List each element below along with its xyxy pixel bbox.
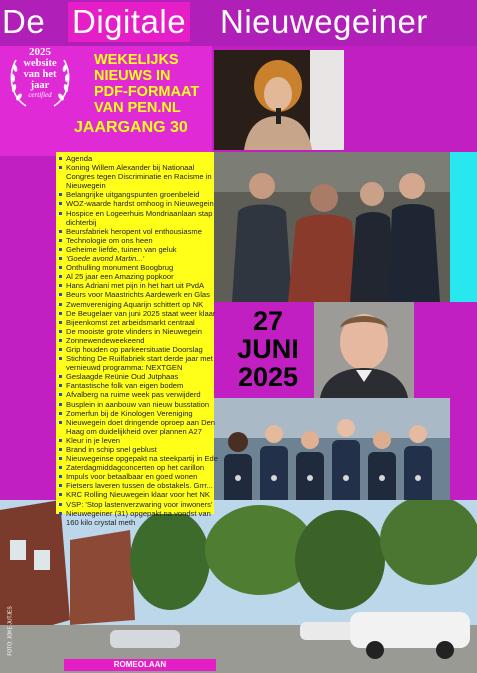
list-item[interactable]: KRC Rolling Nieuwegein klaar voor het NK bbox=[58, 490, 218, 499]
list-item[interactable]: Agenda bbox=[58, 154, 218, 163]
list-item[interactable]: Brand in schip snel geblust bbox=[58, 445, 218, 454]
list-item[interactable]: Zomerfun bij de Kinologen Vereniging bbox=[58, 409, 218, 418]
magenta-gap bbox=[414, 302, 477, 398]
list-item[interactable]: Zwemvereniging Aquarijn schittert op NK bbox=[58, 300, 218, 309]
list-item[interactable]: Geslaagde Reünie Oud Jutphaas bbox=[58, 372, 218, 381]
list-item[interactable]: Beursfabriek heropent vol enthousiasme bbox=[58, 227, 218, 236]
tagline bbox=[94, 52, 214, 116]
title-word-de: De bbox=[2, 3, 46, 40]
list-item[interactable]: Zaterdagmiddagconcerten op het carillon bbox=[58, 463, 218, 472]
date-month: JUNI bbox=[237, 334, 299, 364]
tagline-line: PDF-FORMAAT bbox=[94, 84, 200, 100]
award-badge bbox=[6, 44, 74, 100]
portrait-photo bbox=[314, 302, 414, 398]
list-item[interactable]: Hospice en Logeerhuis Mondriaanlaan stap dichterbij bbox=[58, 209, 218, 227]
title-word-nieuwegeiner: Nieuwegeiner bbox=[220, 3, 428, 40]
list-item[interactable]: 'Goede avond Martin...' bbox=[58, 254, 218, 263]
date-day: 27 bbox=[252, 306, 284, 336]
contents-list bbox=[58, 154, 218, 527]
photo-caption: ROMEOLAAN bbox=[64, 659, 216, 671]
list-item[interactable]: Fietsers laveren tussen de obstakels. Grrr... bbox=[58, 481, 218, 490]
masthead bbox=[0, 0, 477, 46]
list-item[interactable]: Fantastische folk van eigen bodem bbox=[58, 381, 218, 390]
cyan-accent bbox=[450, 152, 477, 302]
list-item[interactable]: Busplein in aanbouw van nieuw busstation bbox=[58, 400, 218, 409]
list-item[interactable]: Stichting De Ruilfabriek start derde jaar met vernieuwd programma: NEXTGEN bbox=[58, 354, 218, 372]
award-line-4: certified bbox=[28, 91, 52, 99]
speaker-photo bbox=[214, 50, 344, 150]
list-item[interactable]: Bijeenkomst zet arbeidsmarkt centraal bbox=[58, 318, 218, 327]
tagline-line: NIEUWS IN bbox=[94, 68, 171, 84]
list-item[interactable]: Geheime liefde, tuinen van geluk bbox=[58, 245, 218, 254]
list-item[interactable]: Beurs voor Maastrichts Aardewerk en Glas bbox=[58, 290, 218, 299]
tagline-line: VAN PEN.NL bbox=[94, 100, 181, 116]
award-line-3: jaar bbox=[30, 80, 50, 91]
list-item[interactable]: Grip houden op parkeersituatie Doorslag bbox=[58, 345, 218, 354]
photo-credit: FOTO: JOKE JUTJES bbox=[7, 606, 14, 656]
list-item[interactable]: Afvalberg na ruime week pas verwijderd bbox=[58, 390, 218, 399]
award-year: 2025 bbox=[29, 46, 51, 58]
list-item[interactable]: De Beugelaer van juni 2025 staat weer klaar bbox=[58, 309, 218, 318]
list-item[interactable]: Belangrijke uitgangspunten groenbeleid bbox=[58, 190, 218, 199]
award-line-2: van het bbox=[23, 69, 57, 80]
issue-date bbox=[224, 307, 312, 391]
list-item[interactable]: Nieuwegein doet dringende oproep aan Den Haag om duidelijkheid over plannen A27 bbox=[58, 418, 218, 436]
list-item[interactable]: WOZ-waarde hardst omhoog in Nieuwegein bbox=[58, 199, 218, 208]
list-item[interactable]: De mooiste grote vlinders in Nieuwegein bbox=[58, 327, 218, 336]
tagline-line: WEKELIJKS bbox=[94, 52, 179, 68]
volume-label: JAARGANG 30 bbox=[74, 119, 188, 136]
award-line-1: website bbox=[23, 58, 57, 69]
list-item[interactable]: Onthulling monument Boogbrug bbox=[58, 263, 218, 272]
king-reception-photo bbox=[214, 152, 450, 302]
list-item[interactable]: Nieuwegeinse opgepakt na steekpartij in Ede bbox=[58, 454, 218, 463]
list-item[interactable]: Hans Adriani met pijn in het hart uit PvdA bbox=[58, 281, 218, 290]
list-item[interactable]: Nieuwegeiner (31) opgepakt na vondst van 160 kilo crystal meth bbox=[58, 509, 218, 527]
list-item[interactable]: Koning Willem Alexander bij Nationaal Congres tegen Discriminatie en Racisme in Nieuwegein bbox=[58, 163, 218, 190]
title-word-digitale: Digitale bbox=[68, 2, 190, 42]
date-year: 2025 bbox=[237, 362, 299, 392]
list-item[interactable]: Technologie om ons heen bbox=[58, 236, 218, 245]
list-item[interactable]: Kleur in je leven bbox=[58, 436, 218, 445]
list-item[interactable]: Zonnewendeweekeend bbox=[58, 336, 218, 345]
list-item[interactable]: VSP: 'Stop lastenverzwaring voor inwoners' bbox=[58, 500, 218, 509]
list-item[interactable]: Al 25 jaar een Amazing popkoor bbox=[58, 272, 218, 281]
list-item[interactable]: Impuls voor betaalbaar en goed wonen bbox=[58, 472, 218, 481]
